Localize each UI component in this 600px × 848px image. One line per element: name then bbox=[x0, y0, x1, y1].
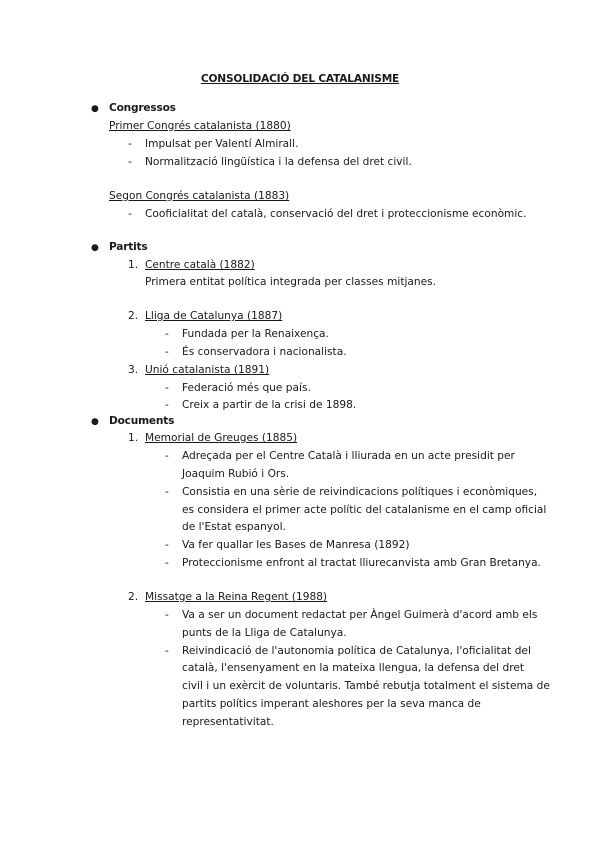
dash-icon: - bbox=[165, 328, 169, 340]
bullet-icon: ● bbox=[91, 243, 99, 253]
list-item-line: Adreçada per el Centre Català i lliurada en un acte presidit per bbox=[182, 450, 515, 462]
dash-icon: - bbox=[128, 208, 132, 220]
list-item: Fundada per la Renaixença. bbox=[182, 328, 329, 340]
bullet-icon: ● bbox=[91, 417, 99, 427]
list-number: 1. bbox=[128, 432, 139, 444]
document-title: Memorial de Greuges (1885) bbox=[145, 432, 298, 444]
congress-title-second: Segon Congrés catalanista (1883) bbox=[109, 190, 290, 202]
list-item-line: civil i un exèrcit de voluntaris. També rebutja totalment el sistema de bbox=[182, 680, 550, 692]
list-item-line: Va a ser un document redactat per Àngel Guimerà d'acord amb els bbox=[182, 609, 538, 621]
party-title: Centre català (1882) bbox=[145, 259, 255, 271]
list-item-line: es considera el primer acte polític del catalanisme en el camp oficial bbox=[182, 504, 547, 516]
dash-icon: - bbox=[165, 539, 169, 551]
list-item-line: representativitat. bbox=[182, 716, 274, 728]
list-number: 2. bbox=[128, 591, 139, 603]
dash-icon: - bbox=[165, 486, 169, 498]
list-item: Impulsat per Valentí Almirall. bbox=[145, 138, 299, 150]
section-heading-documents: Documents bbox=[109, 415, 175, 427]
list-number: 2. bbox=[128, 310, 139, 322]
party-description: Primera entitat política integrada per classes mitjanes. bbox=[145, 276, 437, 288]
dash-icon: - bbox=[128, 138, 132, 150]
list-item: És conservadora i nacionalista. bbox=[182, 346, 347, 358]
party-title: Unió catalanista (1891) bbox=[145, 364, 270, 376]
list-item: Federació més que país. bbox=[182, 382, 311, 394]
list-item: Normalització lingüística i la defensa del dret civil. bbox=[145, 156, 412, 168]
document-title: Missatge a la Reina Regent (1988) bbox=[145, 591, 328, 603]
list-number: 3. bbox=[128, 364, 139, 376]
list-item-line: Reivindicació de l'autonomia política de Catalunya, l'oficialitat del bbox=[182, 645, 531, 657]
list-item-line: punts de la Lliga de Catalunya. bbox=[182, 627, 347, 639]
dash-icon: - bbox=[165, 399, 169, 411]
party-title: Lliga de Catalunya (1887) bbox=[145, 310, 283, 322]
list-item-line: Proteccionisme enfront al tractat lliurecanvista amb Gran Bretanya. bbox=[182, 557, 541, 569]
bullet-icon: ● bbox=[91, 104, 99, 114]
list-item-line: català, l'ensenyament en la mateixa llengua, la defensa del dret bbox=[182, 662, 525, 674]
dash-icon: - bbox=[165, 557, 169, 569]
dash-icon: - bbox=[165, 645, 169, 657]
list-item-line: Consistia en una sèrie de reivindicacions polítiques i econòmiques, bbox=[182, 486, 538, 498]
congress-title-first: Primer Congrés catalanista (1880) bbox=[109, 120, 291, 132]
list-item-line: Joaquim Rubió i Ors. bbox=[182, 468, 290, 480]
dash-icon: - bbox=[165, 346, 169, 358]
section-heading-partits: Partits bbox=[109, 241, 148, 253]
list-item: Cooficialitat del català, conservació del dret i proteccionisme econòmic. bbox=[145, 208, 527, 220]
dash-icon: - bbox=[128, 156, 132, 168]
list-item-line: Va fer quallar les Bases de Manresa (1892) bbox=[182, 539, 410, 551]
list-item-line: de l'Estat espanyol. bbox=[182, 521, 286, 533]
section-heading-congressos: Congressos bbox=[109, 102, 176, 114]
page-title: CONSOLIDACIÓ DEL CATALANISME bbox=[200, 73, 400, 85]
list-item-line: partits polítics imperant aleshores per la seva manca de bbox=[182, 698, 481, 710]
dash-icon: - bbox=[165, 609, 169, 621]
dash-icon: - bbox=[165, 382, 169, 394]
dash-icon: - bbox=[165, 450, 169, 462]
list-number: 1. bbox=[128, 259, 139, 271]
list-item: Creix a partir de la crisi de 1898. bbox=[182, 399, 357, 411]
